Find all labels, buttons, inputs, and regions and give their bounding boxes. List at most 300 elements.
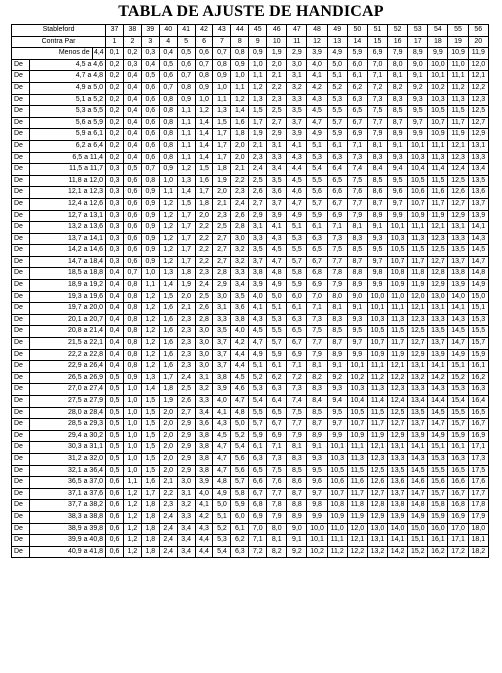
value-cell: 0,8 xyxy=(123,303,141,315)
value-cell: 10,5 xyxy=(347,407,367,419)
value-cell: 12,4 xyxy=(388,396,408,408)
stableford-cell: 44 xyxy=(231,25,249,37)
value-cell: 5,3 xyxy=(307,152,327,164)
row-range: 29,4 a 30,2 xyxy=(29,430,105,442)
value-cell: 12,0 xyxy=(468,59,488,71)
value-cell: 8,8 xyxy=(287,500,307,512)
value-cell: 10,9 xyxy=(388,280,408,292)
value-cell: 12,2 xyxy=(468,82,488,94)
value-cell: 1,5 xyxy=(141,419,159,431)
value-cell: 13,1 xyxy=(408,361,428,373)
value-cell: 0,8 xyxy=(195,71,213,83)
row-range: 18,5 a 18,8 xyxy=(29,268,105,280)
value-cell: 12,6 xyxy=(448,187,468,199)
value-cell: 12,8 xyxy=(367,500,387,512)
row-range: 19,7 a 20,0 xyxy=(29,303,105,315)
value-cell: 7,3 xyxy=(347,152,367,164)
value-cell: 10,0 xyxy=(367,291,387,303)
value-cell: 1,7 xyxy=(195,187,213,199)
value-cell: 3,0 xyxy=(195,361,213,373)
value-cell: 0,2 xyxy=(106,82,124,94)
value-cell: 16,0 xyxy=(428,523,448,535)
value-cell: 3,2 xyxy=(195,384,213,396)
value-cell: 2,5 xyxy=(177,384,195,396)
row-range: 38,9 a 39,8 xyxy=(29,523,105,535)
value-cell: 14,1 xyxy=(408,442,428,454)
value-cell: 1,1 xyxy=(231,82,249,94)
row-range: 13,7 a 14,1 xyxy=(29,233,105,245)
value-cell: 0,5 xyxy=(106,453,124,465)
value-cell: 0,4 xyxy=(106,314,124,326)
value-cell: 4,4 xyxy=(231,349,249,361)
value-cell: 9,0 xyxy=(347,291,367,303)
value-cell: 9,7 xyxy=(367,256,387,268)
value-cell: 5,6 xyxy=(231,453,249,465)
value-cell: 8,7 xyxy=(347,256,367,268)
value-cell: 6,5 xyxy=(327,175,347,187)
value-cell: 7,2 xyxy=(287,372,307,384)
value-cell: 15,9 xyxy=(428,511,448,523)
value-cell: 11,5 xyxy=(428,175,448,187)
row-de-label: De xyxy=(12,314,30,326)
value-cell: 2,4 xyxy=(177,372,195,384)
value-cell: 10,8 xyxy=(327,500,347,512)
value-cell: 11,5 xyxy=(347,465,367,477)
value-cell: 11,6 xyxy=(428,187,448,199)
value-cell: 0,6 xyxy=(141,117,159,129)
value-cell: 9,0 xyxy=(408,59,428,71)
value-cell: 5,2 xyxy=(231,430,249,442)
value-cell: 6,5 xyxy=(267,407,287,419)
value-cell: 5,1 xyxy=(249,361,267,373)
value-cell: 10,8 xyxy=(388,268,408,280)
stableford-row xyxy=(12,25,489,37)
value-cell: 11,3 xyxy=(388,314,408,326)
value-cell: 0,9 xyxy=(141,198,159,210)
value-cell: 3,1 xyxy=(177,488,195,500)
value-cell: 0,4 xyxy=(123,117,141,129)
value-cell: 1,2 xyxy=(123,546,141,558)
value-cell: 6,9 xyxy=(307,280,327,292)
value-cell: 4,7 xyxy=(267,256,287,268)
value-cell: 15,7 xyxy=(428,488,448,500)
value-cell: 1,0 xyxy=(249,59,267,71)
value-cell: 0,4 xyxy=(123,94,141,106)
value-cell: 9,9 xyxy=(327,430,347,442)
value-cell: 3,7 xyxy=(249,256,267,268)
value-cell: 2,0 xyxy=(177,291,195,303)
value-cell: 0,3 xyxy=(123,59,141,71)
row-range: 13,2 a 13,6 xyxy=(29,222,105,234)
value-cell: 1,6 xyxy=(159,303,177,315)
value-cell: 10,1 xyxy=(347,361,367,373)
value-cell: 4,3 xyxy=(307,94,327,106)
value-cell: 6,3 xyxy=(307,233,327,245)
value-cell: 2,9 xyxy=(177,442,195,454)
value-cell: 3,3 xyxy=(267,152,287,164)
value-cell: 10,7 xyxy=(367,338,387,350)
value-cell: 5,4 xyxy=(231,442,249,454)
stableford-cell: 37 xyxy=(106,25,124,37)
value-cell: 10,7 xyxy=(408,198,428,210)
value-cell: 13,9 xyxy=(388,511,408,523)
value-cell: 4,5 xyxy=(267,245,287,257)
value-cell: 10,3 xyxy=(367,314,387,326)
row-range: 31,2 a 32,0 xyxy=(29,453,105,465)
value-cell: 9,4 xyxy=(327,396,347,408)
value-cell: 15,1 xyxy=(428,442,448,454)
value-cell: 17,2 xyxy=(448,546,468,558)
value-cell: 6,9 xyxy=(249,511,267,523)
value-cell: 4,3 xyxy=(213,419,231,431)
value-cell: 1,1 xyxy=(123,477,141,489)
value-cell: 4,3 xyxy=(249,314,267,326)
value-cell: 8,4 xyxy=(307,396,327,408)
value-cell: 2,0 xyxy=(231,140,249,152)
menos-cell: 3,9 xyxy=(307,48,327,60)
table-row xyxy=(12,82,489,94)
value-cell: 1,2 xyxy=(123,488,141,500)
value-cell: 0,6 xyxy=(123,175,141,187)
value-cell: 11,7 xyxy=(367,419,387,431)
row-de-label: De xyxy=(12,291,30,303)
value-cell: 8,7 xyxy=(388,117,408,129)
menos-cell: 0,3 xyxy=(141,48,159,60)
row-range: 37,7 a 38,2 xyxy=(29,500,105,512)
value-cell: 12,5 xyxy=(448,175,468,187)
value-cell: 10,1 xyxy=(428,71,448,83)
value-cell: 11,1 xyxy=(347,442,367,454)
value-cell: 12,5 xyxy=(408,326,428,338)
value-cell: 16,9 xyxy=(468,430,488,442)
value-cell: 2,1 xyxy=(213,198,231,210)
value-cell: 1,7 xyxy=(177,210,195,222)
value-cell: 17,7 xyxy=(468,488,488,500)
value-cell: 8,9 xyxy=(347,280,367,292)
value-cell: 4,7 xyxy=(287,198,307,210)
value-cell: 8,5 xyxy=(327,326,347,338)
value-cell: 1,8 xyxy=(159,384,177,396)
value-cell: 6,2 xyxy=(231,535,249,547)
value-cell: 4,7 xyxy=(213,465,231,477)
row-range: 28,0 a 28,4 xyxy=(29,407,105,419)
value-cell: 3,0 xyxy=(287,59,307,71)
table-row xyxy=(12,500,489,512)
value-cell: 8,1 xyxy=(347,222,367,234)
value-cell: 14,9 xyxy=(408,511,428,523)
value-cell: 2,1 xyxy=(231,164,249,176)
row-de-label: De xyxy=(12,488,30,500)
value-cell: 15,5 xyxy=(448,407,468,419)
value-cell: 4,5 xyxy=(213,430,231,442)
menos-cell: 4,9 xyxy=(327,48,347,60)
value-cell: 11,1 xyxy=(388,303,408,315)
value-cell: 2,5 xyxy=(195,291,213,303)
value-cell: 9,5 xyxy=(408,106,428,118)
value-cell: 0,9 xyxy=(213,71,231,83)
value-cell: 7,5 xyxy=(327,245,347,257)
value-cell: 3,7 xyxy=(213,361,231,373)
value-cell: 6,7 xyxy=(249,488,267,500)
value-cell: 1,9 xyxy=(177,280,195,292)
value-cell: 4,7 xyxy=(231,396,249,408)
value-cell: 15,3 xyxy=(428,453,448,465)
value-cell: 9,6 xyxy=(388,187,408,199)
value-cell: 8,5 xyxy=(347,245,367,257)
value-cell: 9,7 xyxy=(347,338,367,350)
value-cell: 7,4 xyxy=(347,164,367,176)
value-cell: 3,8 xyxy=(195,430,213,442)
value-cell: 0,6 xyxy=(123,256,141,268)
value-cell: 1,7 xyxy=(177,233,195,245)
value-cell: 11,2 xyxy=(448,82,468,94)
table-row xyxy=(12,523,489,535)
row-de-label: De xyxy=(12,430,30,442)
value-cell: 2,3 xyxy=(177,361,195,373)
value-cell: 9,7 xyxy=(327,419,347,431)
table-row xyxy=(12,314,489,326)
value-cell: 1,0 xyxy=(123,384,141,396)
value-cell: 14,3 xyxy=(448,314,468,326)
value-cell: 8,2 xyxy=(307,372,327,384)
value-cell: 14,7 xyxy=(428,419,448,431)
value-cell: 1,2 xyxy=(159,256,177,268)
value-cell: 15,2 xyxy=(448,372,468,384)
value-cell: 13,1 xyxy=(388,442,408,454)
value-cell: 13,3 xyxy=(448,233,468,245)
value-cell: 4,9 xyxy=(267,280,287,292)
value-cell: 12,3 xyxy=(428,233,448,245)
value-cell: 7,5 xyxy=(267,465,287,477)
contra-par-row xyxy=(12,36,489,48)
value-cell: 0,9 xyxy=(141,210,159,222)
value-cell: 0,8 xyxy=(177,82,195,94)
value-cell: 0,6 xyxy=(141,129,159,141)
value-cell: 6,4 xyxy=(327,164,347,176)
row-de-label: De xyxy=(12,372,30,384)
value-cell: 9,1 xyxy=(388,140,408,152)
value-cell: 1,0 xyxy=(123,465,141,477)
table-row xyxy=(12,245,489,257)
value-cell: 16,7 xyxy=(468,419,488,431)
contra-par-label: Contra Par xyxy=(12,36,106,48)
table-row xyxy=(12,256,489,268)
value-cell: 2,0 xyxy=(159,453,177,465)
stableford-cell: 52 xyxy=(388,25,408,37)
row-range: 14,2 a 14,6 xyxy=(29,245,105,257)
value-cell: 6,1 xyxy=(287,303,307,315)
row-de-label: De xyxy=(12,523,30,535)
value-cell: 4,9 xyxy=(213,488,231,500)
value-cell: 3,1 xyxy=(287,71,307,83)
value-cell: 3,2 xyxy=(177,500,195,512)
value-cell: 7,1 xyxy=(327,222,347,234)
value-cell: 3,0 xyxy=(195,338,213,350)
value-cell: 16,2 xyxy=(428,546,448,558)
table-row xyxy=(12,210,489,222)
row-range: 5,1 a 5,2 xyxy=(29,94,105,106)
value-cell: 0,2 xyxy=(106,59,124,71)
contra-par-cell: 17 xyxy=(408,36,428,48)
value-cell: 2,8 xyxy=(213,268,231,280)
value-cell: 1,2 xyxy=(159,210,177,222)
value-cell: 8,3 xyxy=(307,384,327,396)
menos-cell: 0,8 xyxy=(231,48,249,60)
value-cell: 5,9 xyxy=(231,500,249,512)
value-cell: 7,5 xyxy=(347,175,367,187)
value-cell: 15,1 xyxy=(408,535,428,547)
value-cell: 3,4 xyxy=(177,535,195,547)
row-de-label: De xyxy=(12,106,30,118)
stableford-label: Stableford xyxy=(12,25,106,37)
row-range: 37,1 a 37,6 xyxy=(29,488,105,500)
value-cell: 12,7 xyxy=(367,488,387,500)
value-cell: 12,3 xyxy=(448,152,468,164)
value-cell: 7,0 xyxy=(367,59,387,71)
table-row xyxy=(12,477,489,489)
value-cell: 1,3 xyxy=(177,175,195,187)
value-cell: 1,1 xyxy=(177,140,195,152)
table-row xyxy=(12,233,489,245)
value-cell: 10,9 xyxy=(428,129,448,141)
value-cell: 0,3 xyxy=(106,210,124,222)
value-cell: 10,5 xyxy=(428,106,448,118)
value-cell: 2,1 xyxy=(177,303,195,315)
value-cell: 5,1 xyxy=(307,140,327,152)
value-cell: 0,5 xyxy=(106,430,124,442)
value-cell: 1,1 xyxy=(177,117,195,129)
row-de-label: De xyxy=(12,59,30,71)
menos-cell: 7,9 xyxy=(388,48,408,60)
value-cell: 0,5 xyxy=(106,419,124,431)
value-cell: 1,2 xyxy=(159,198,177,210)
value-cell: 4,1 xyxy=(195,500,213,512)
value-cell: 11,0 xyxy=(448,59,468,71)
value-cell: 0,6 xyxy=(123,233,141,245)
stableford-cell: 49 xyxy=(327,25,347,37)
row-range: 28,5 a 29,3 xyxy=(29,419,105,431)
value-cell: 5,7 xyxy=(267,338,287,350)
value-cell: 2,7 xyxy=(213,245,231,257)
value-cell: 13,1 xyxy=(428,303,448,315)
value-cell: 1,6 xyxy=(231,117,249,129)
value-cell: 17,9 xyxy=(468,511,488,523)
value-cell: 8,6 xyxy=(367,187,387,199)
value-cell: 12,5 xyxy=(468,106,488,118)
value-cell: 1,8 xyxy=(141,500,159,512)
value-cell: 17,6 xyxy=(468,477,488,489)
value-cell: 12,1 xyxy=(388,361,408,373)
value-cell: 3,8 xyxy=(213,372,231,384)
value-cell: 9,6 xyxy=(307,477,327,489)
row-de-label: De xyxy=(12,198,30,210)
value-cell: 1,5 xyxy=(141,442,159,454)
contra-par-cell: 7 xyxy=(213,36,231,48)
value-cell: 0,4 xyxy=(106,268,124,280)
value-cell: 8,1 xyxy=(287,442,307,454)
value-cell: 15,1 xyxy=(448,361,468,373)
row-range: 36,5 a 37,0 xyxy=(29,477,105,489)
value-cell: 13,3 xyxy=(388,453,408,465)
value-cell: 0,5 xyxy=(106,465,124,477)
menos-cell: 9,9 xyxy=(428,48,448,60)
value-cell: 9,9 xyxy=(307,511,327,523)
value-cell: 3,4 xyxy=(267,164,287,176)
value-cell: 1,2 xyxy=(159,222,177,234)
value-cell: 0,6 xyxy=(106,477,124,489)
value-cell: 12,9 xyxy=(367,511,387,523)
contra-par-cell: 3 xyxy=(141,36,159,48)
value-cell: 10,9 xyxy=(367,349,387,361)
value-cell: 0,4 xyxy=(123,140,141,152)
value-cell: 10,1 xyxy=(388,222,408,234)
value-cell: 4,5 xyxy=(307,106,327,118)
value-cell: 6,0 xyxy=(347,59,367,71)
value-cell: 5,7 xyxy=(327,117,347,129)
row-de-label: De xyxy=(12,500,30,512)
stableford-cell: 54 xyxy=(428,25,448,37)
value-cell: 5,6 xyxy=(307,187,327,199)
table-row xyxy=(12,59,489,71)
value-cell: 9,3 xyxy=(327,384,347,396)
value-cell: 10,6 xyxy=(408,187,428,199)
row-de-label: De xyxy=(12,164,30,176)
value-cell: 1,8 xyxy=(231,129,249,141)
value-cell: 10,5 xyxy=(367,326,387,338)
contra-par-cell: 10 xyxy=(267,36,287,48)
value-cell: 4,3 xyxy=(267,233,287,245)
value-cell: 1,0 xyxy=(123,442,141,454)
value-cell: 9,1 xyxy=(408,71,428,83)
value-cell: 6,8 xyxy=(249,500,267,512)
value-cell: 3,6 xyxy=(195,419,213,431)
value-cell: 15,1 xyxy=(468,303,488,315)
value-cell: 1,1 xyxy=(141,280,159,292)
value-cell: 1,2 xyxy=(231,94,249,106)
value-cell: 10,0 xyxy=(307,523,327,535)
value-cell: 0,5 xyxy=(141,71,159,83)
value-cell: 9,7 xyxy=(408,117,428,129)
value-cell: 0,2 xyxy=(106,94,124,106)
value-cell: 14,1 xyxy=(448,303,468,315)
value-cell: 5,0 xyxy=(213,500,231,512)
value-cell: 10,2 xyxy=(347,372,367,384)
value-cell: 5,6 xyxy=(231,465,249,477)
value-cell: 0,9 xyxy=(123,372,141,384)
value-cell: 2,1 xyxy=(159,477,177,489)
value-cell: 6,9 xyxy=(327,210,347,222)
value-cell: 11,1 xyxy=(327,535,347,547)
value-cell: 8,1 xyxy=(307,361,327,373)
value-cell: 13,5 xyxy=(468,175,488,187)
stableford-cell: 47 xyxy=(287,25,307,37)
value-cell: 2,5 xyxy=(267,106,287,118)
value-cell: 12,3 xyxy=(408,314,428,326)
row-range: 11,8 a 12,0 xyxy=(29,175,105,187)
value-cell: 16,3 xyxy=(468,384,488,396)
table-row xyxy=(12,164,489,176)
value-cell: 1,4 xyxy=(177,187,195,199)
value-cell: 15,6 xyxy=(428,477,448,489)
value-cell: 0,9 xyxy=(195,82,213,94)
value-cell: 0,8 xyxy=(123,361,141,373)
value-cell: 15,9 xyxy=(448,430,468,442)
value-cell: 5,5 xyxy=(287,245,307,257)
value-cell: 9,9 xyxy=(408,129,428,141)
value-cell: 0,4 xyxy=(123,152,141,164)
value-cell: 1,1 xyxy=(249,71,267,83)
value-cell: 14,2 xyxy=(388,546,408,558)
